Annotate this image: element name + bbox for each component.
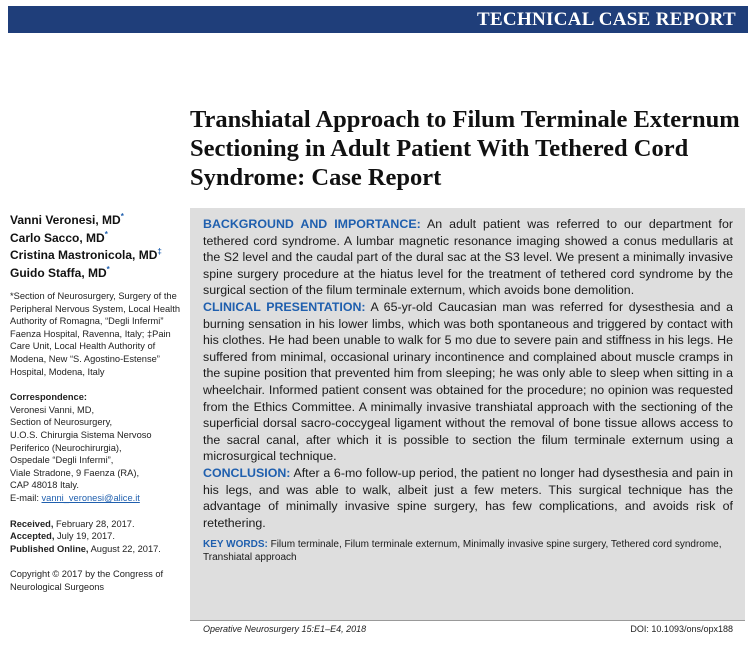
- section-banner: TECHNICAL CASE REPORT: [8, 6, 748, 33]
- correspondence-line: Periferico (Neurochirurgia),: [10, 442, 122, 453]
- article-sidebar: [10, 212, 182, 593]
- email-link[interactable]: vanni_veronesi@alice.it: [41, 492, 140, 503]
- affiliations: *Section of Neurosurgery, Surgery of the Peripheral Nervous System, Local Health Authority of Romagna, “Degli Infermi” Faenza Hospital, Ravenna, Italy; ‡Pain Care Unit, Local Health Authority of Modena, New “S. Agostino-Estense” Hospital, Modena, Italy: [10, 291, 181, 377]
- author: Guido Staffa, MD*: [10, 264, 110, 280]
- received-date: Received, February 28, 2017.: [10, 518, 135, 529]
- correspondence-line: Veronesi Vanni, MD,: [10, 404, 95, 415]
- publication-dates: [10, 518, 182, 556]
- correspondence-line: U.O.S. Chirurgia Sistema Nervoso: [10, 429, 152, 440]
- author: Vanni Veronesi, MD*: [10, 212, 124, 227]
- author-list: [10, 212, 182, 282]
- abstract-clinical: CLINICAL PRESENTATION: A 65-yr-old Caucasian man was referred for dysesthesia and a burning sensation in his lower limbs, which was both spontaneous and triggered by contact with his clothes. He had been unable to walk for 5 mo due to severe pain and stiffness in his legs. He suffered from minimal, occasional urinary incontinence and complained about muscle cramps in the supine position that prevented him from sleeping; he was only able to sleep when sitting in a wheelchair. Informed patient consent was obtained for the procedure; no opinion was requested from the Ethics Committee. A minimally invasive transhiatal approach with the sectioning of the superficial dorsal sacro-coccygeal ligament without the removal of bone tissue allows access to the sacral canal, after which it is possible to section the filum terminale externum using a microsurgical technique.: [203, 299, 733, 464]
- abstract-conclusion: CONCLUSION: After a 6-mo follow-up period, the patient no longer had dysesthesia and pain in his legs, and was able to walk, albeit just a few meters. This surgical technique has the advantage of minimally invasive spine surgery, has few complications, and avoids risk of retethering.: [203, 465, 733, 530]
- conclusion-heading: CONCLUSION:: [203, 465, 291, 480]
- abstract-keywords: KEY WORDS: Filum terminale, Filum terminale externum, Minimally invasive spine surgery, Tethered cord syndrome, Transhiatal approach: [203, 539, 722, 564]
- page-footer: [203, 624, 733, 634]
- doi[interactable]: DOI: 10.1093/ons/opx188: [630, 624, 733, 634]
- journal-citation: Operative Neurosurgery 15:E1–E4, 2018: [203, 624, 367, 634]
- correspondence: [10, 391, 182, 504]
- accepted-date: Accepted, July 19, 2017.: [10, 531, 115, 542]
- email-line: E-mail: vanni_veronesi@alice.it: [10, 492, 140, 503]
- correspondence-line: Section of Neurosurgery,: [10, 417, 113, 428]
- author: Carlo Sacco, MD*: [10, 229, 108, 245]
- article-title: Transhiatal Approach to Filum Terminale Externum Sectioning in Adult Patient With Tethered Cord Syndrome: Case Report: [190, 106, 740, 191]
- online-date: Published Online, August 22, 2017.: [10, 543, 161, 554]
- keywords-heading: KEY WORDS:: [203, 539, 268, 551]
- clinical-heading: CLINICAL PRESENTATION:: [203, 299, 366, 314]
- copyright: Copyright © 2017 by the Congress of Neurological Surgeons: [10, 569, 164, 592]
- footer-divider: [190, 620, 745, 621]
- correspondence-line: CAP 48018 Italy.: [10, 480, 79, 491]
- abstract-background: BACKGROUND AND IMPORTANCE: An adult patient was referred to our department for tethered cord syndrome. A lumbar magnetic resonance imaging showed a conus medullaris at the S2 level and the caudal part of the dural sac at the S3 level. We present a minimally invasive spine surgery procedure at the hiatus level for the treatment of tethered cord syndrome by the surgical section of the filum terminale externum, which avoids bone demolition.: [203, 217, 733, 298]
- correspondence-heading: Correspondence:: [10, 392, 87, 403]
- background-heading: BACKGROUND AND IMPORTANCE:: [203, 217, 421, 231]
- author: Cristina Mastronicola, MD‡: [10, 247, 162, 262]
- correspondence-line: Viale Stradone, 9 Faenza (RA),: [10, 467, 140, 478]
- correspondence-line: Ospedale “Degli Infermi”,: [10, 455, 114, 466]
- abstract: [190, 208, 745, 620]
